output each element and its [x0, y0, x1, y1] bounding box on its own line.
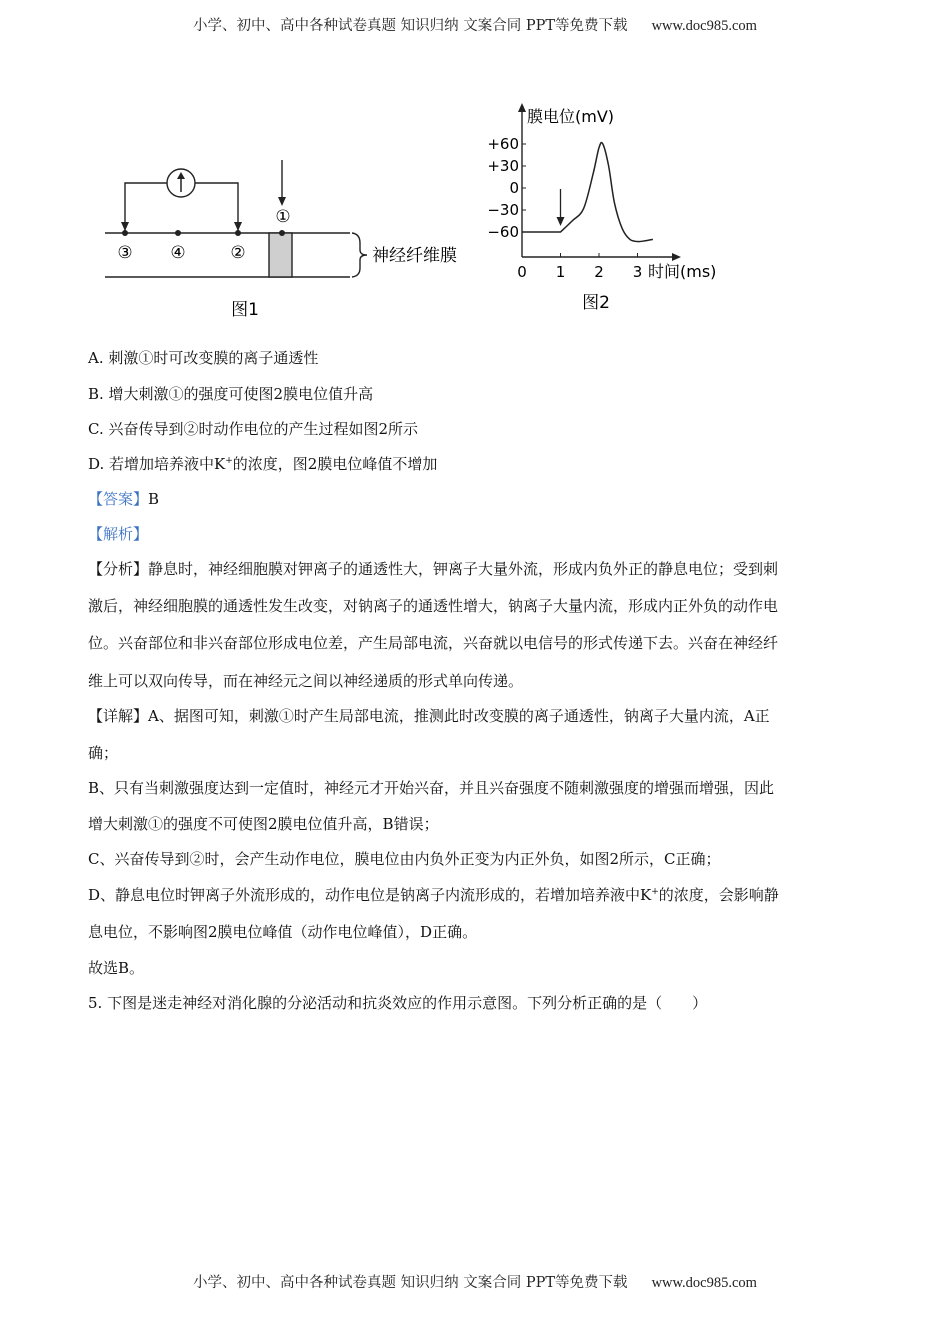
option-a: A. 刺激①时可改变膜的离子通透性 — [88, 349, 319, 367]
option-d-post: 的浓度，图2膜电位峰值不增加 — [232, 455, 438, 473]
x-tick-label: 3 — [632, 263, 643, 281]
figure-1-caption: 图1 — [231, 300, 259, 320]
figure-2-chart — [475, 95, 745, 320]
analysis-label: 【分析】 — [88, 560, 149, 578]
detail-line-c1: C、兴奋传导到②时，会产生动作电位，膜电位由内负外正变为内正外负，如图2所示，C正确； — [88, 850, 721, 868]
detail-line-a1 — [88, 706, 770, 726]
x-tick-label: 0 — [517, 263, 527, 281]
answer-label: 【答案】 — [88, 490, 149, 508]
detail-line-d1 — [88, 885, 779, 905]
y-tick-label: 0 — [509, 179, 519, 197]
x-tick-label: 1 — [555, 263, 566, 281]
point-3-label: ③ — [117, 243, 133, 263]
analysis-line-3: 位。兴奋部位和非兴奋部位形成电位差，产生局部电流，兴奋就以电信号的形式传递下去。兴奋在神经纤 — [88, 634, 779, 652]
detail-line-b2: 增大刺激①的强度不可使图2膜电位值升高，B错误； — [88, 815, 439, 833]
y-tick-label: +30 — [487, 157, 519, 175]
detail-d1-pre: D、静息电位时钾离子外流形成的，动作电位是钠离子内流形成的，若增加培养液中K — [88, 886, 652, 904]
conclusion: 故选B。 — [88, 959, 145, 977]
point-4-label: ④ — [170, 243, 186, 263]
detail-d1-sup: + — [651, 887, 659, 897]
stimulus-arrow-head — [557, 217, 565, 226]
x-tick-label: 2 — [594, 263, 604, 281]
page-footer — [0, 1271, 950, 1292]
y-axis-label: 膜电位(mV) — [527, 107, 615, 126]
y-tick-label: +60 — [487, 135, 519, 153]
page-header — [0, 14, 950, 35]
detail-d1-post: 的浓度，会影响静 — [658, 886, 779, 904]
detail-label: 【详解】 — [88, 707, 149, 725]
question-5: 5. 下图是迷走神经对消化腺的分泌活动和抗炎效应的作用示意图。下列分析正确的是（ ） — [88, 994, 708, 1012]
footer-text: 小学、初中、高中各种试卷真题 知识归纳 文案合同 PPT等免费下载 — [193, 1275, 628, 1291]
answer-value: B — [148, 490, 160, 508]
footer-site: www.doc985.com — [651, 1275, 757, 1291]
x-axis-arrow — [672, 253, 681, 261]
x-axis-label: 时间(ms) — [648, 262, 717, 281]
analysis-line-4: 维上可以双向传导，而在神经元之间以神经递质的形式单向传递。 — [88, 672, 524, 690]
figure-2-caption: 图2 — [582, 293, 610, 313]
option-d — [88, 454, 437, 474]
detail-line-d2: 息电位，不影响图2膜电位峰值（动作电位峰值），D正确。 — [88, 923, 478, 941]
stimulus-label: ① — [275, 207, 291, 227]
membrane-potential-line — [522, 143, 653, 242]
figure-1 — [95, 150, 480, 325]
y-tick-label: −30 — [487, 201, 519, 219]
detail-line-a2: 确； — [88, 744, 119, 762]
stimulus-region — [269, 233, 292, 277]
membrane-label: 神经纤维膜 — [372, 246, 457, 266]
detail-line-b1: B、只有当刺激强度达到一定值时，神经元才开始兴奋，并且兴奋强度不随刺激强度的增强而增强，因此 — [88, 779, 775, 797]
answer-line — [88, 489, 159, 509]
analysis-heading: 【解析】 — [88, 525, 149, 543]
detail-a1-text: A、据图可知，刺激①时产生局部电流，推测此时改变膜的离子通透性，钠离子大量内流，A正 — [148, 707, 770, 725]
point-2-label: ② — [230, 243, 246, 263]
option-d-pre: D. 若增加培养液中K — [88, 455, 226, 473]
y-axis-arrow — [518, 103, 526, 112]
header-site: www.doc985.com — [651, 18, 757, 34]
option-d-sup: + — [225, 456, 233, 466]
analysis-text-1: 静息时，神经细胞膜对钾离子的通透性大，钾离子大量外流，形成内负外正的静息电位；受到刺 — [148, 560, 779, 578]
option-b: B. 增大刺激①的强度可使图2膜电位值升高 — [88, 385, 374, 403]
analysis-line-1 — [88, 559, 778, 579]
analysis-line-2: 激后，神经细胞膜的通透性发生改变，对钠离子的通透性增大，钠离子大量内流，形成内正外负的动作电 — [88, 597, 779, 615]
y-tick-label: −60 — [487, 223, 519, 241]
header-text: 小学、初中、高中各种试卷真题 知识归纳 文案合同 PPT等免费下载 — [193, 18, 628, 34]
option-c: C. 兴奋传导到②时动作电位的产生过程如图2所示 — [88, 420, 419, 438]
